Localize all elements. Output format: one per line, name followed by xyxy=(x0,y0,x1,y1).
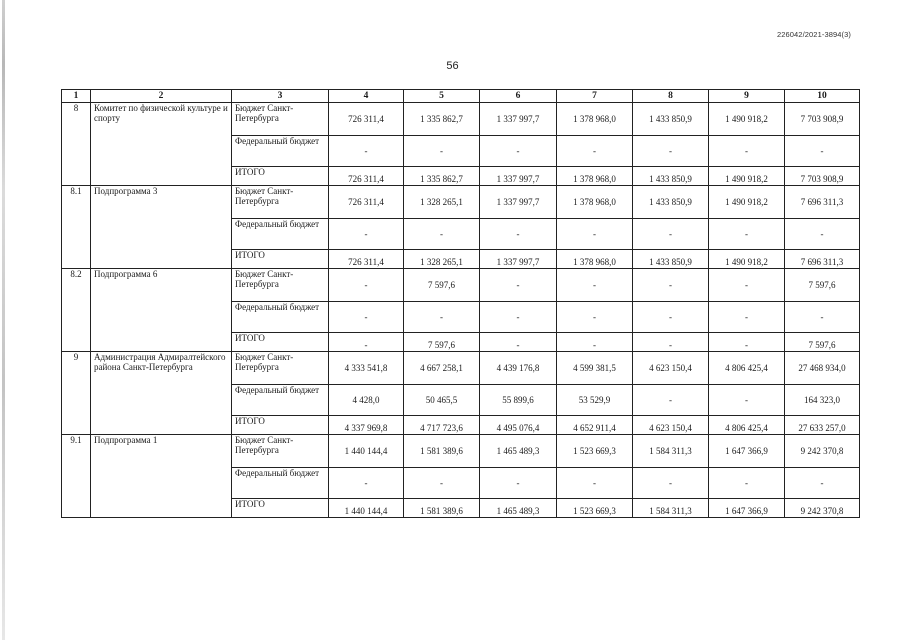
value-cell: 7 696 311,3 xyxy=(785,250,860,269)
value-cell: - xyxy=(480,468,557,499)
value-cell: 4 806 425,4 xyxy=(709,416,785,435)
value-cell: 4 667 258,1 xyxy=(404,352,480,385)
value-cell: 9 242 370,8 xyxy=(785,499,860,518)
value-cell: 1 490 918,2 xyxy=(709,167,785,186)
value-cell: - xyxy=(557,468,633,499)
value-cell: 726 311,4 xyxy=(329,103,404,136)
value-cell: 1 433 850,9 xyxy=(633,103,709,136)
value-cell: 7 703 908,9 xyxy=(785,167,860,186)
value-cell: - xyxy=(480,136,557,167)
value-cell: - xyxy=(633,385,709,416)
value-cell: 1 337 997,7 xyxy=(480,186,557,219)
value-cell: 1 581 389,6 xyxy=(404,499,480,518)
value-cell: - xyxy=(480,219,557,250)
table-row xyxy=(62,186,860,219)
value-cell: 1 378 968,0 xyxy=(557,103,633,136)
value-cell: 726 311,4 xyxy=(329,167,404,186)
value-cell: - xyxy=(480,302,557,333)
value-cell: 164 323,0 xyxy=(785,385,860,416)
value-cell: - xyxy=(329,269,404,302)
value-cell: 1 490 918,2 xyxy=(709,103,785,136)
value-cell: - xyxy=(557,333,633,352)
value-cell: 726 311,4 xyxy=(329,250,404,269)
funding-source-federal: Федеральный бюджет xyxy=(232,385,329,416)
value-cell: 4 333 541,8 xyxy=(329,352,404,385)
budget-table xyxy=(61,89,860,518)
value-cell: - xyxy=(785,136,860,167)
value-cell: - xyxy=(329,219,404,250)
value-cell: - xyxy=(404,302,480,333)
funding-source-federal: Федеральный бюджет xyxy=(232,219,329,250)
value-cell: 1 433 850,9 xyxy=(633,167,709,186)
value-cell: 1 581 389,6 xyxy=(404,435,480,468)
value-cell: 1 328 265,1 xyxy=(404,186,480,219)
value-cell: 7 703 908,9 xyxy=(785,103,860,136)
row-number: 9 xyxy=(62,352,91,435)
table-row xyxy=(62,103,860,136)
funding-source-budget: Бюджет Санкт-Петербурга xyxy=(232,186,329,219)
row-number: 9.1 xyxy=(62,435,91,518)
value-cell: - xyxy=(329,333,404,352)
value-cell: - xyxy=(480,333,557,352)
value-cell: 1 465 489,3 xyxy=(480,435,557,468)
value-cell: 1 433 850,9 xyxy=(633,186,709,219)
value-cell: 1 378 968,0 xyxy=(557,250,633,269)
value-cell: - xyxy=(633,302,709,333)
value-cell: 4 428,0 xyxy=(329,385,404,416)
value-cell: 1 523 669,3 xyxy=(557,435,633,468)
value-cell: 7 597,6 xyxy=(785,269,860,302)
funding-source-itogo: ИТОГО xyxy=(232,250,329,269)
value-cell: 1 335 862,7 xyxy=(404,167,480,186)
value-cell: - xyxy=(785,468,860,499)
value-cell: - xyxy=(329,136,404,167)
row-number: 8.2 xyxy=(62,269,91,352)
value-cell: - xyxy=(329,468,404,499)
value-cell: 1 584 311,3 xyxy=(633,435,709,468)
value-cell: - xyxy=(709,333,785,352)
value-cell: - xyxy=(557,136,633,167)
value-cell: - xyxy=(709,385,785,416)
column-header-3: 3 xyxy=(232,90,329,103)
value-cell: - xyxy=(557,269,633,302)
value-cell: 50 465,5 xyxy=(404,385,480,416)
column-header-2: 2 xyxy=(91,90,232,103)
funding-source-itogo: ИТОГО xyxy=(232,333,329,352)
value-cell: - xyxy=(709,302,785,333)
row-number: 8 xyxy=(62,103,91,186)
column-header-8: 8 xyxy=(633,90,709,103)
program-name: Подпрограмма 6 xyxy=(91,269,232,352)
value-cell: 4 717 723,6 xyxy=(404,416,480,435)
value-cell: - xyxy=(404,468,480,499)
program-name: Администрация Адмиралтейского района Санкт-Петербурга xyxy=(91,352,232,435)
document-id: 226042/2021-3894(3) xyxy=(776,30,851,39)
funding-source-budget: Бюджет Санкт-Петербурга xyxy=(232,352,329,385)
value-cell: 7 597,6 xyxy=(404,269,480,302)
value-cell: 4 495 076,4 xyxy=(480,416,557,435)
value-cell: 1 584 311,3 xyxy=(633,499,709,518)
scan-edge-shadow xyxy=(2,0,5,640)
value-cell: 27 468 934,0 xyxy=(785,352,860,385)
value-cell: - xyxy=(633,136,709,167)
funding-source-federal: Федеральный бюджет xyxy=(232,302,329,333)
column-header-5: 5 xyxy=(404,90,480,103)
value-cell: - xyxy=(480,269,557,302)
value-cell: 1 647 366,9 xyxy=(709,499,785,518)
value-cell: 1 440 144,4 xyxy=(329,435,404,468)
value-cell: 7 597,6 xyxy=(785,333,860,352)
table-body xyxy=(62,103,860,518)
program-name: Комитет по физической культуре и спорту xyxy=(91,103,232,186)
value-cell: 1 523 669,3 xyxy=(557,499,633,518)
funding-source-itogo: ИТОГО xyxy=(232,167,329,186)
table-row xyxy=(62,435,860,468)
program-name: Подпрограмма 1 xyxy=(91,435,232,518)
funding-source-budget: Бюджет Санкт-Петербурга xyxy=(232,103,329,136)
value-cell: 55 899,6 xyxy=(480,385,557,416)
value-cell: 9 242 370,8 xyxy=(785,435,860,468)
value-cell: 7 696 311,3 xyxy=(785,186,860,219)
value-cell: - xyxy=(709,136,785,167)
funding-source-budget: Бюджет Санкт-Петербурга xyxy=(232,269,329,302)
value-cell: 1 378 968,0 xyxy=(557,167,633,186)
value-cell: 1 647 366,9 xyxy=(709,435,785,468)
row-number: 8.1 xyxy=(62,186,91,269)
value-cell: 4 623 150,4 xyxy=(633,352,709,385)
value-cell: 1 440 144,4 xyxy=(329,499,404,518)
value-cell: - xyxy=(633,269,709,302)
value-cell: 1 337 997,7 xyxy=(480,103,557,136)
value-cell: - xyxy=(633,333,709,352)
value-cell: 4 652 911,4 xyxy=(557,416,633,435)
value-cell: - xyxy=(557,219,633,250)
value-cell: - xyxy=(709,468,785,499)
value-cell: 1 328 265,1 xyxy=(404,250,480,269)
value-cell: 4 599 381,5 xyxy=(557,352,633,385)
column-header-9: 9 xyxy=(709,90,785,103)
value-cell: - xyxy=(404,219,480,250)
value-cell: 1 465 489,3 xyxy=(480,499,557,518)
value-cell: 4 337 969,8 xyxy=(329,416,404,435)
funding-source-federal: Федеральный бюджет xyxy=(232,136,329,167)
value-cell: 4 623 150,4 xyxy=(633,416,709,435)
value-cell: - xyxy=(557,302,633,333)
value-cell: - xyxy=(633,468,709,499)
funding-source-federal: Федеральный бюджет xyxy=(232,468,329,499)
program-name: Подпрограмма 3 xyxy=(91,186,232,269)
value-cell: 1 335 862,7 xyxy=(404,103,480,136)
value-cell: - xyxy=(785,219,860,250)
value-cell: 1 337 997,7 xyxy=(480,250,557,269)
value-cell: - xyxy=(709,219,785,250)
value-cell: - xyxy=(633,219,709,250)
page-number: 56 xyxy=(446,60,459,72)
value-cell: - xyxy=(329,302,404,333)
funding-source-itogo: ИТОГО xyxy=(232,499,329,518)
funding-source-budget: Бюджет Санкт-Петербурга xyxy=(232,435,329,468)
column-header-4: 4 xyxy=(329,90,404,103)
value-cell: 53 529,9 xyxy=(557,385,633,416)
table-header-row xyxy=(62,90,860,103)
value-cell: 1 337 997,7 xyxy=(480,167,557,186)
value-cell: - xyxy=(709,269,785,302)
table-row xyxy=(62,269,860,302)
table-row xyxy=(62,352,860,385)
column-header-10: 10 xyxy=(785,90,860,103)
value-cell: 1 378 968,0 xyxy=(557,186,633,219)
value-cell: 7 597,6 xyxy=(404,333,480,352)
value-cell: 1 490 918,2 xyxy=(709,186,785,219)
column-header-6: 6 xyxy=(480,90,557,103)
value-cell: 1 490 918,2 xyxy=(709,250,785,269)
funding-source-itogo: ИТОГО xyxy=(232,416,329,435)
value-cell: 4 806 425,4 xyxy=(709,352,785,385)
value-cell: - xyxy=(785,302,860,333)
value-cell: 4 439 176,8 xyxy=(480,352,557,385)
value-cell: - xyxy=(404,136,480,167)
value-cell: 726 311,4 xyxy=(329,186,404,219)
value-cell: 27 633 257,0 xyxy=(785,416,860,435)
value-cell: 1 433 850,9 xyxy=(633,250,709,269)
column-header-1: 1 xyxy=(62,90,91,103)
column-header-7: 7 xyxy=(557,90,633,103)
